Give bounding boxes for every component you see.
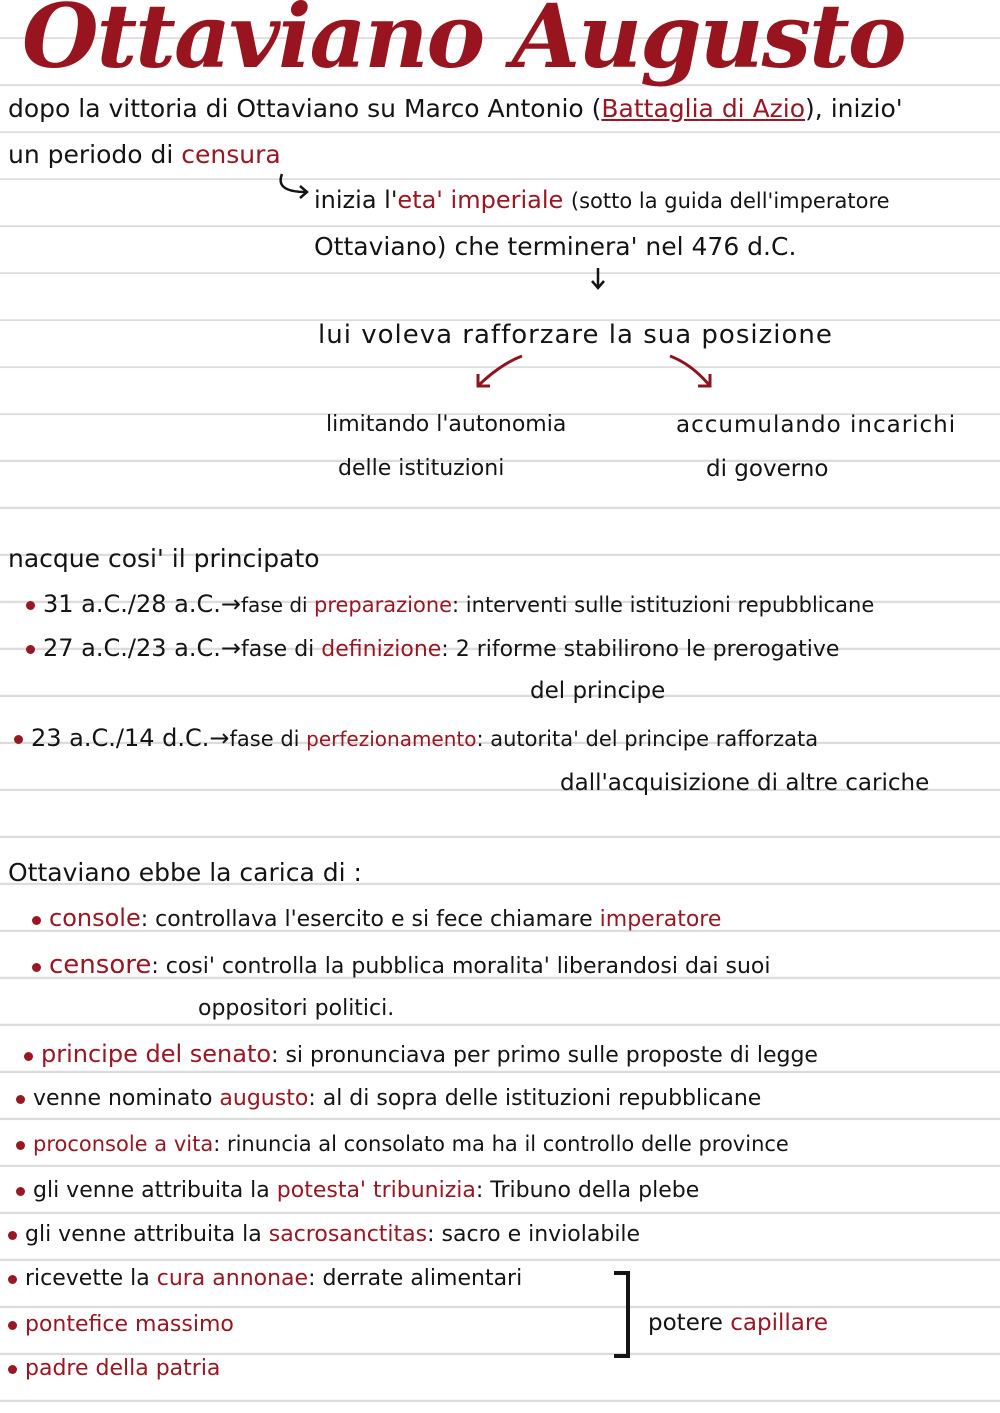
bullet-icon: [32, 916, 41, 925]
carica-desc: : cosi' controlla la pubblica moralita' liberandosi dai suoi: [151, 954, 771, 979]
bullet-icon: [14, 735, 23, 744]
phase-prefix: fase di: [240, 593, 314, 617]
intro-text-end: ), inizio': [805, 94, 903, 123]
censura-term: censura: [181, 140, 281, 169]
arrow-icon: →: [209, 724, 230, 752]
eta-text-end: (sotto la guida dell'imperatore: [570, 189, 890, 213]
carica-prefix: venne nominato: [33, 1086, 220, 1111]
carica-desc: : derrate alimentari: [308, 1266, 523, 1291]
eta-text: inizia l': [314, 186, 398, 214]
branch-left-line-2: delle istituzioni: [338, 456, 505, 481]
carica-desc: : Tribuno della plebe: [475, 1178, 700, 1203]
intro-text-2: un periodo di: [8, 140, 182, 169]
phase-name: definizione: [321, 637, 442, 662]
phase-3: [14, 726, 818, 750]
page-title: Ottaviano Augusto: [22, 0, 905, 88]
rafforzare-heading: lui voleva rafforzare la sua posizione: [318, 320, 833, 350]
bracket-label: [648, 1312, 828, 1335]
phase-dates: 31 a.C./28 a.C.: [43, 590, 221, 618]
carica-item-4: [16, 1088, 761, 1110]
phase-prefix: fase di: [229, 727, 307, 751]
carica-name: principe del senato: [41, 1040, 272, 1068]
carica-item-2-line-2: oppositori politici.: [198, 996, 395, 1021]
carica-item-5: [16, 1134, 789, 1155]
carica-item-3: [24, 1042, 818, 1067]
bullet-icon: [26, 645, 35, 654]
phase-3-desc-2: dall'acquisizione di altre cariche: [560, 770, 930, 796]
branch-left-arrow-icon: [470, 352, 530, 392]
down-arrow-icon: [588, 266, 608, 292]
bullet-icon: [8, 1231, 17, 1240]
phase-name: perfezionamento: [306, 727, 477, 751]
arrow-icon: →: [220, 590, 241, 618]
eta-line-1: [314, 188, 890, 212]
carica-item-7: [8, 1224, 640, 1246]
intro-line-1: [8, 96, 903, 121]
carica-item-10: [8, 1358, 220, 1380]
branch-right-arrow-icon: [664, 352, 724, 392]
bullet-icon: [8, 1275, 17, 1284]
branch-right-line-2: di governo: [706, 456, 829, 482]
intro-line-2: [8, 142, 281, 167]
phase-name: preparazione: [313, 593, 453, 617]
carica-item-9: [8, 1314, 234, 1336]
carica-name: padre della patria: [25, 1356, 221, 1381]
battle-name: Battaglia di Azio: [601, 94, 806, 123]
arrow-icon: →: [220, 634, 241, 662]
bracket-icon: [608, 1270, 638, 1370]
carica-desc: : al di sopra delle istituzioni repubblicane: [308, 1086, 762, 1111]
eta-term: eta': [397, 186, 443, 214]
bullet-icon: [16, 1187, 25, 1196]
hook-arrow-icon: [276, 172, 316, 202]
phase-desc: : interventi sulle istituzioni repubblicane: [452, 593, 875, 617]
intro-text: dopo la vittoria di Ottaviano su Marco Antonio (: [8, 94, 602, 123]
phase-prefix: fase di: [240, 637, 322, 662]
phase-2-desc-2: del principe: [530, 678, 666, 704]
phase-1: [26, 592, 874, 616]
bullet-icon: [24, 1052, 33, 1061]
bullet-icon: [26, 601, 35, 610]
carica-name: censore: [49, 950, 152, 980]
phase-desc: : autorita' del principe rafforzata: [476, 727, 819, 751]
phase-dates: 27 a.C./23 a.C.: [43, 634, 221, 662]
branch-left-line-1: limitando l'autonomia: [326, 412, 567, 437]
carica-name: pontefice massimo: [25, 1312, 234, 1337]
capillare-term: capillare: [730, 1310, 828, 1336]
carica-name: console: [49, 904, 141, 932]
carica-prefix: gli venne attribuita la: [33, 1178, 277, 1203]
branch-right-line-1: accumulando incarichi: [676, 412, 957, 438]
carica-name: sacrosanctitas: [268, 1222, 428, 1247]
imperatore-term: imperatore: [599, 907, 722, 932]
imperiale-term: imperiale: [450, 186, 564, 214]
bracket-label-text: potere: [648, 1310, 731, 1336]
carica-name: augusto: [219, 1086, 309, 1111]
carica-desc: : sacro e inviolabile: [427, 1222, 641, 1247]
carica-name: proconsole a vita: [33, 1132, 214, 1156]
phase-desc: : 2 riforme stabilirono le prerogative: [441, 637, 840, 662]
bullet-icon: [8, 1321, 17, 1330]
carica-name: potesta' tribunizia: [276, 1178, 476, 1203]
carica-desc: : rinuncia al consolato ma ha il controllo delle province: [213, 1132, 789, 1156]
cariche-heading: Ottaviano ebbe la carica di :: [8, 858, 362, 887]
carica-desc: : controllava l'esercito e si fece chiamare: [140, 907, 600, 932]
bullet-icon: [32, 963, 41, 972]
principato-heading: nacque cosi' il principato: [8, 544, 320, 573]
carica-prefix: ricevette la: [25, 1266, 157, 1291]
carica-item-1: [32, 906, 721, 931]
phase-2: [26, 636, 839, 661]
bullet-icon: [16, 1141, 25, 1150]
bullet-icon: [8, 1365, 17, 1374]
carica-item-2: [32, 952, 771, 978]
eta-line-2: Ottaviano) che terminera' nel 476 d.C.: [314, 232, 797, 261]
carica-item-8: [8, 1268, 522, 1290]
carica-item-6: [16, 1180, 699, 1202]
carica-prefix: gli venne attribuita la: [25, 1222, 269, 1247]
phase-dates: 23 a.C./14 d.C.: [31, 724, 210, 752]
carica-desc: : si pronunciava per primo sulle proposte di legge: [271, 1043, 818, 1068]
bullet-icon: [16, 1095, 25, 1104]
carica-name: cura annonae: [156, 1266, 309, 1291]
